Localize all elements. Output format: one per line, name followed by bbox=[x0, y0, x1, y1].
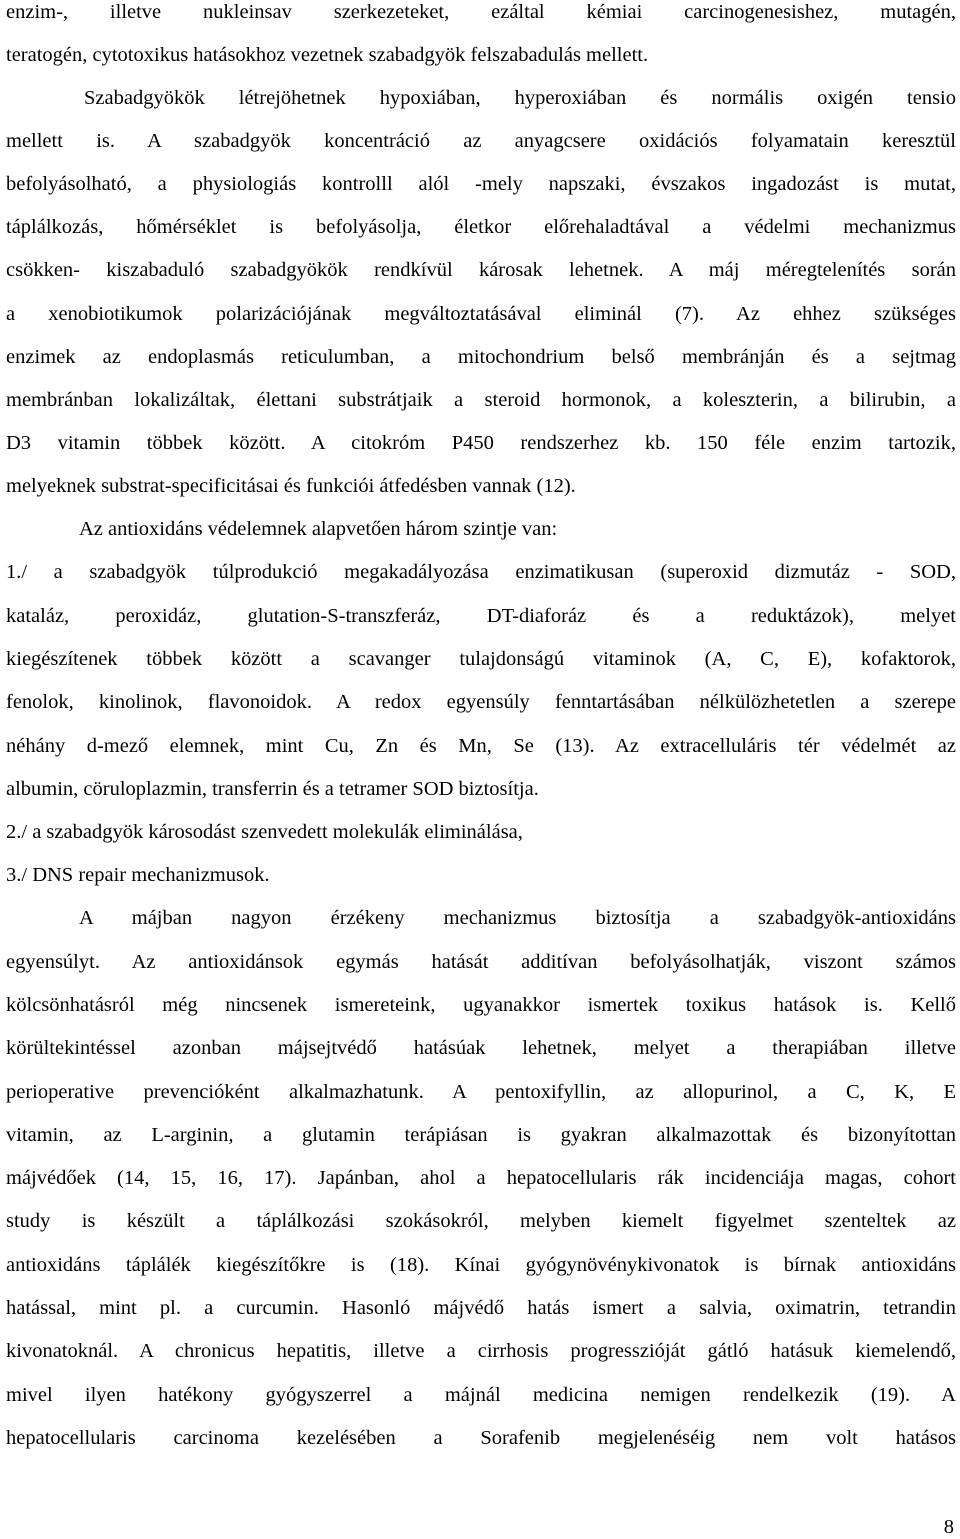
text-line: májvédőek (14, 15, 16, 17). Japánban, ahol a hepatocellularis rák incidenciája magas, cohort bbox=[6, 1167, 956, 1189]
text-line: albumin, cöruloplazmin, transferrin és a tetramer SOD biztosítja. bbox=[6, 778, 539, 800]
text-line: egyensúlyt. Az antioxidánsok egymás hatását additívan befolyásolhatják, viszont számos bbox=[6, 951, 956, 973]
text-line: enzimek az endoplasmás reticulumban, a mitochondrium belső membránján és a sejtmag bbox=[6, 346, 956, 368]
text-line: vitamin, az L-arginin, a glutamin terápiásan is gyakran alkalmazottak és bizonyítottan bbox=[6, 1124, 956, 1146]
text-line: csökken- kiszabaduló szabadgyökök rendkívül károsak lehetnek. A máj méregtelenítés során bbox=[6, 259, 956, 281]
text-line: enzim-, illetve nukleinsav szerkezeteket, ezáltal kémiai carcinogenesishez, mutagén, bbox=[6, 1, 956, 23]
text-line: kataláz, peroxidáz, glutation-S-transzferáz, DT-diaforáz és a reduktázok), melyet bbox=[6, 605, 956, 627]
text-line: membránban lokalizáltak, élettani substrátjaik a steroid hormonok, a koleszterin, a bilirubin, a bbox=[6, 389, 956, 411]
text-line: Szabadgyökök létrejöhetnek hypoxiában, hyperoxiában és normális oxigén tensio bbox=[84, 87, 956, 109]
text-line: hepatocellularis carcinoma kezelésében a Sorafenib megjelenéséig nem volt hatásos bbox=[6, 1427, 956, 1449]
text-line: kölcsönhatásról még nincsenek ismereteink, ugyanakkor ismertek toxikus hatások is. Kellő bbox=[6, 994, 956, 1016]
text-line: mivel ilyen hatékony gyógyszerrel a májnál medicina nemigen rendelkezik (19). A bbox=[6, 1384, 956, 1406]
text-line: körültekintéssel azonban májsejtvédő hatásúak lehetnek, melyet a therapiában illetve bbox=[6, 1037, 956, 1059]
text-line: mellett is. A szabadgyök koncentráció az anyagcsere oxidációs folyamatain keresztül bbox=[6, 130, 956, 152]
text-line: 2./ a szabadgyök károsodást szenvedett molekulák eliminálása, bbox=[6, 821, 523, 843]
text-line: 3./ DNS repair mechanizmusok. bbox=[6, 864, 270, 886]
text-line: Az antioxidáns védelemnek alapvetően három szintje van: bbox=[79, 518, 558, 540]
text-line: 1./ a szabadgyök túlprodukció megakadályozása enzimatikusan (superoxid dizmutáz - SOD, bbox=[6, 561, 956, 583]
text-line: a xenobiotikumok polarizációjának megváltoztatásával eliminál (7). Az ehhez szükséges bbox=[6, 303, 956, 325]
text-line: kiegészítenek többek között a scavanger tulajdonságú vitaminok (A, C, E), kofaktorok, bbox=[6, 648, 956, 670]
text-line: melyeknek substrat-specificitásai és funkciói átfedésben vannak (12). bbox=[6, 475, 576, 497]
text-line: antioxidáns táplálék kiegészítőkre is (18). Kínai gyógynövénykivonatok is bírnak antioxidáns bbox=[6, 1254, 956, 1276]
text-line: study is készült a táplálkozási szokásokról, melyben kiemelt figyelmet szenteltek az bbox=[6, 1210, 956, 1232]
text-line: teratogén, cytotoxikus hatásokhoz vezetnek szabadgyök felszabadulás mellett. bbox=[6, 44, 649, 66]
text-line: befolyásolható, a physiologiás kontrolll alól -mely napszaki, évszakos ingadozást is mutat, bbox=[6, 173, 956, 195]
text-line: perioperative prevencióként alkalmazhatunk. A pentoxifyllin, az allopurinol, a C, K, E bbox=[6, 1081, 956, 1103]
page-number: 8 bbox=[943, 1516, 954, 1538]
text-line: D3 vitamin többek között. A citokróm P450 rendszerhez kb. 150 féle enzim tartozik, bbox=[6, 432, 956, 454]
text-line: A májban nagyon érzékeny mechanizmus biztosítja a szabadgyök-antioxidáns bbox=[79, 907, 956, 929]
text-line: kivonatoknál. A chronicus hepatitis, illetve a cirrhosis progresszióját gátló hatásuk kiemelendő, bbox=[6, 1340, 956, 1362]
text-line: fenolok, kinolinok, flavonoidok. A redox egyensúly fenntartásában nélkülözhetetlen a szerepe bbox=[6, 691, 956, 713]
text-line: hatással, mint pl. a curcumin. Hasonló májvédő hatás ismert a salvia, oximatrin, tetrandin bbox=[6, 1297, 956, 1319]
text-line: táplálkozás, hőmérséklet is befolyásolja, életkor előrehaladtával a védelmi mechanizmus bbox=[6, 216, 956, 238]
text-line: néhány d-mező elemnek, mint Cu, Zn és Mn, Se (13). Az extracelluláris tér védelmét az bbox=[6, 735, 956, 757]
